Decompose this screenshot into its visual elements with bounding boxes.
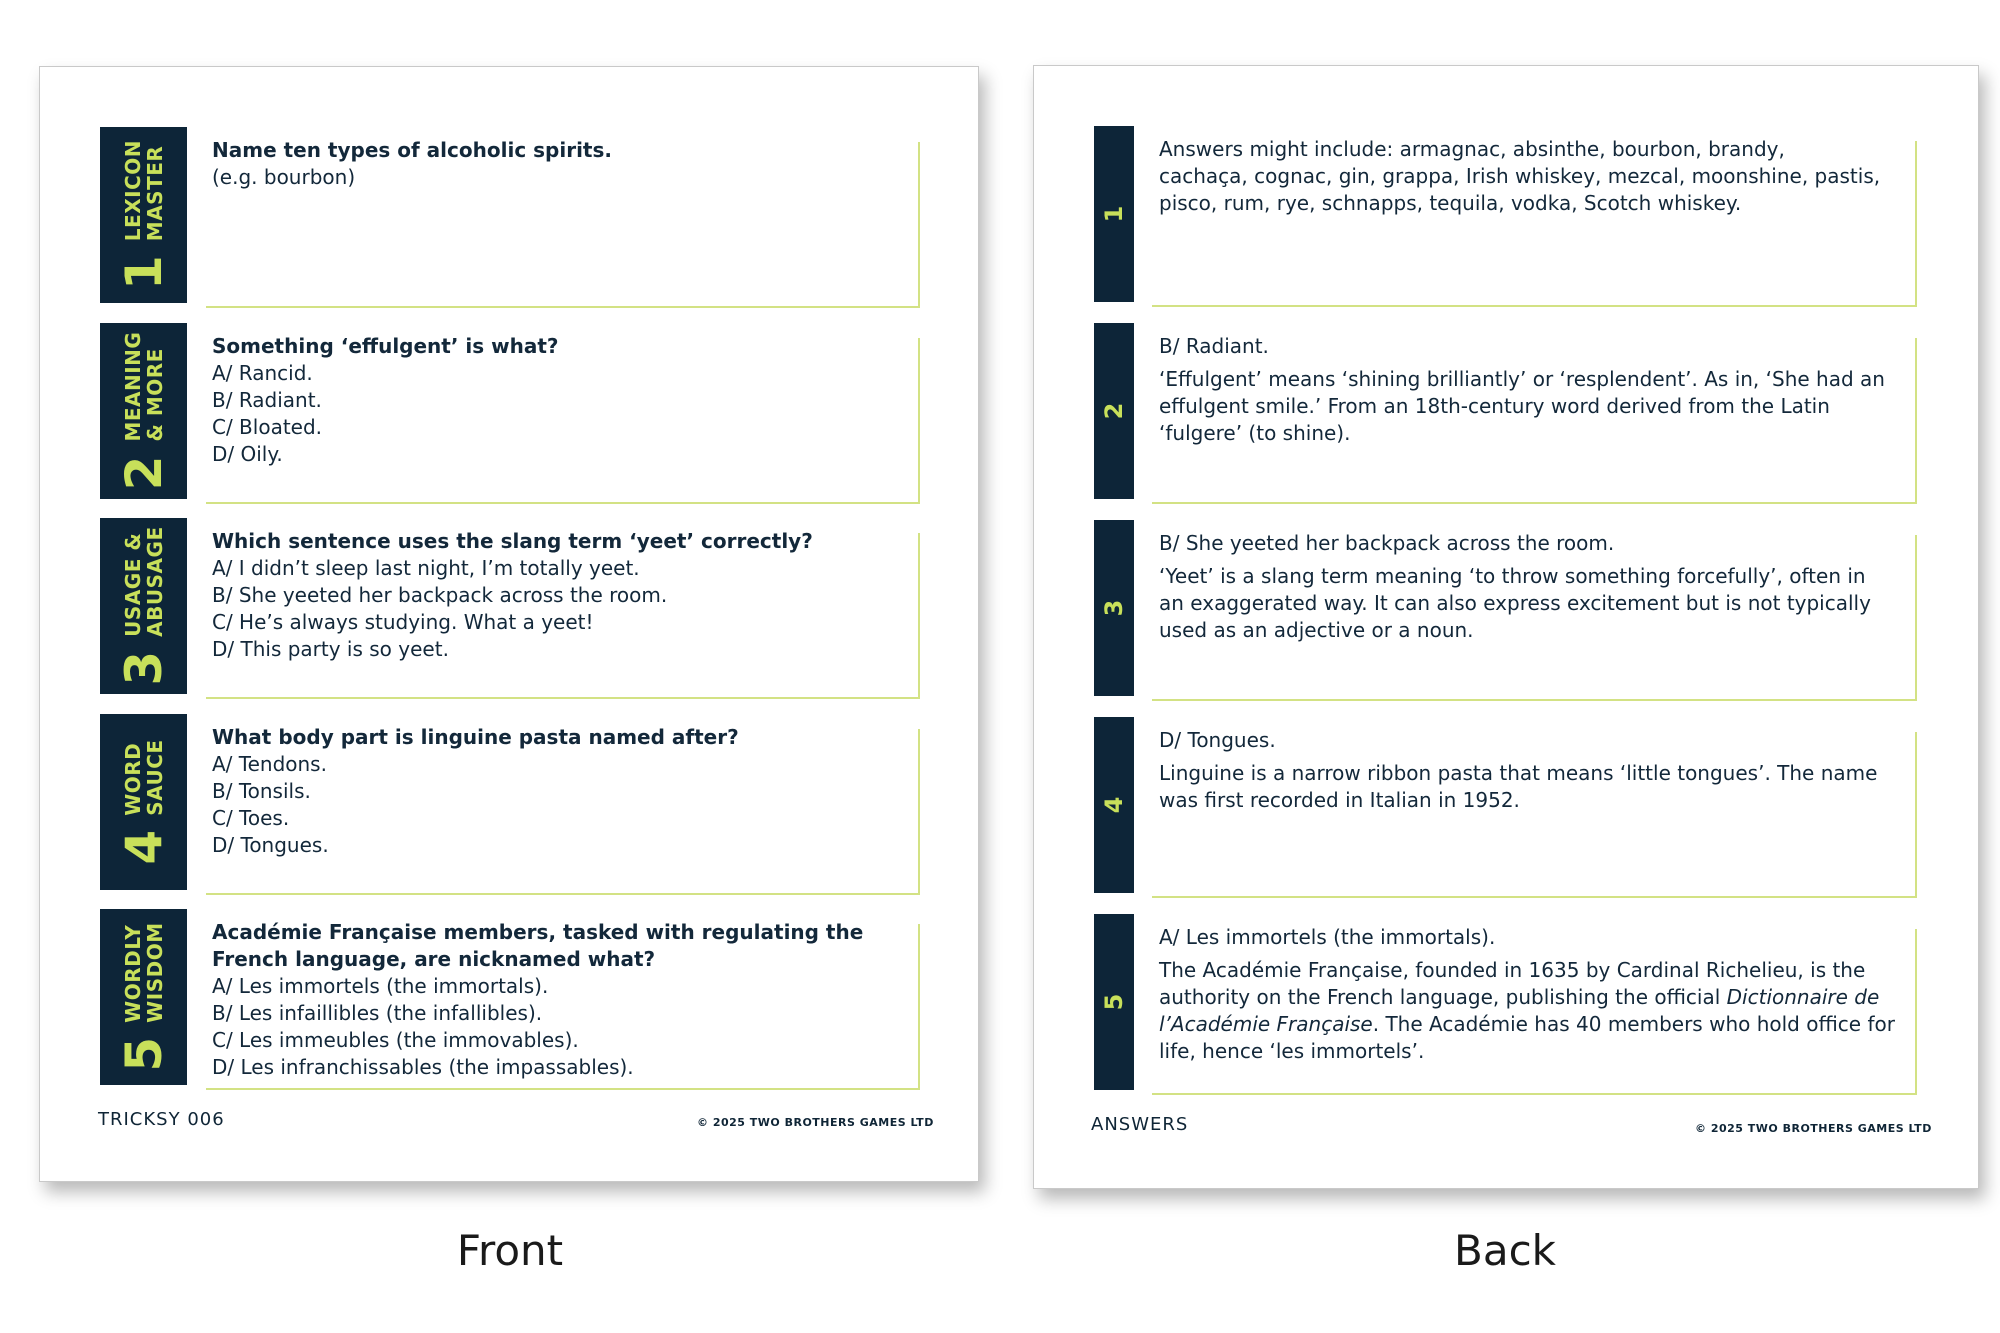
option-c: C/ Toes. — [212, 806, 290, 830]
answer-line: cachaça, cognac, gin, grappa, Irish whiskey, mezcal, moonshine, pastis, — [1159, 164, 1881, 188]
category-title-line: & MORE — [142, 348, 167, 442]
option-a: A/ Tendons. — [212, 752, 327, 776]
explanation-line: ‘fulgere’ (to shine). — [1159, 421, 1351, 445]
card-id-label: TRICKSY 006 — [98, 1109, 225, 1130]
answer-line: pisco, rum, rye, schnapps, tequila, vodka, Scotch whiskey. — [1159, 191, 1742, 215]
answer-number: 3 — [1100, 599, 1128, 617]
answer-number-tab — [1094, 717, 1134, 893]
book-title-text: Dictionnaire de — [1726, 985, 1880, 1009]
option-b: B/ Les infaillibles (the infallibles). — [212, 1001, 543, 1025]
question-text: Something ‘effulgent’ is what? — [212, 334, 559, 358]
explanation-line: ‘Effulgent’ means ‘shining brilliantly’ or ‘resplendent’. As in, ‘She had an — [1159, 367, 1885, 391]
explanation-line: The Académie Française, founded in 1635 by Cardinal Richelieu, is the — [1159, 958, 1866, 982]
answer-number-tab — [1094, 520, 1134, 696]
explanation-line: Linguine is a narrow ribbon pasta that means ‘little tongues’. The name — [1159, 761, 1878, 785]
card-back — [1033, 65, 1979, 1189]
category-title-line: USAGE & — [120, 532, 145, 637]
question-content — [212, 724, 912, 859]
explanation-line: was first recorded in Italian in 1952. — [1159, 788, 1520, 812]
answer-number: 5 — [1100, 993, 1128, 1011]
category-title-line: MEANING — [120, 331, 145, 442]
question-text: Which sentence uses the slang term ‘yeet’ correctly? — [212, 529, 813, 553]
category-title-line: SAUCE — [142, 739, 167, 816]
answer-content — [1159, 333, 1909, 447]
answer-line: Answers might include: armagnac, absinthe, bourbon, brandy, — [1159, 137, 1785, 161]
caption-front: Front — [456, 1226, 564, 1275]
category-title-line: MASTER — [142, 145, 167, 242]
category-title-line: ABUSAGE — [142, 526, 167, 637]
explanation-line: effulgent smile.’ From an 18th-century word derived from the Latin — [1159, 394, 1830, 418]
explanation-line: ‘Yeet’ is a slang term meaning ‘to throw something forcefully’, often in — [1159, 564, 1866, 588]
back-row-5 — [1034, 914, 1978, 1090]
card-front — [39, 66, 979, 1182]
option-b: B/ She yeeted her backpack across the room. — [212, 583, 668, 607]
option-d: D/ Tongues. — [212, 833, 329, 857]
back-row-1 — [1034, 126, 1978, 302]
explanation — [1159, 957, 1909, 1065]
back-row-3 — [1034, 520, 1978, 696]
option-a: A/ Rancid. — [212, 361, 313, 385]
answer-number-tab — [1094, 914, 1134, 1090]
category-number: 1 — [114, 255, 173, 290]
category-number: 5 — [114, 1036, 173, 1072]
option-b: B/ Radiant. — [212, 388, 322, 412]
front-row-4 — [40, 714, 978, 890]
front-row-2 — [40, 323, 978, 499]
option-d: D/ Les infranchissables (the impassables). — [212, 1055, 634, 1079]
category-tab — [100, 909, 187, 1085]
explanation-line — [1159, 1011, 1909, 1038]
caption-back: Back — [1454, 1226, 1556, 1275]
option-c: C/ Bloated. — [212, 415, 323, 439]
explanation — [1159, 760, 1909, 814]
category-tab — [100, 714, 187, 890]
front-row-3 — [40, 518, 978, 694]
answer-choice: B/ Radiant. — [1159, 334, 1269, 358]
answer-choice: B/ She yeeted her backpack across the room. — [1159, 531, 1615, 555]
category-number: 2 — [114, 455, 173, 491]
question-content — [212, 528, 912, 663]
category-title-line: WORDLY — [120, 924, 145, 1023]
copyright-label: © 2025 TWO BROTHERS GAMES LTD — [1695, 1122, 1932, 1135]
explanation — [1159, 366, 1909, 447]
answer-number: 2 — [1100, 402, 1128, 420]
question-text-line: Académie Française members, tasked with regulating the — [212, 920, 864, 944]
question-content — [212, 919, 912, 1081]
answer-content — [1159, 136, 1909, 217]
category-number: 3 — [114, 650, 173, 686]
category-tab — [100, 518, 187, 694]
answer-number: 1 — [1100, 205, 1128, 223]
category-title-line: WORD — [120, 742, 145, 816]
option-b: B/ Tonsils. — [212, 779, 311, 803]
back-row-4 — [1034, 717, 1978, 893]
answer-number: 4 — [1100, 796, 1128, 814]
option-a: A/ Les immortels (the immortals). — [212, 974, 549, 998]
question-content — [212, 333, 912, 468]
category-number: 4 — [114, 829, 173, 865]
option-a: A/ I didn’t sleep last night, I’m totally yeet. — [212, 556, 640, 580]
option-c: C/ Les immeubles (the immovables). — [212, 1028, 579, 1052]
option-c: C/ He’s always studying. What a yeet! — [212, 610, 594, 634]
category-title-line: LEXICON — [120, 140, 145, 242]
answer-choice: D/ Tongues. — [1159, 728, 1276, 752]
front-row-1 — [40, 127, 978, 303]
front-row-5 — [40, 909, 978, 1085]
answer-content — [1159, 727, 1909, 814]
explanation-text: . The Académie has 40 members who hold office for — [1372, 1012, 1895, 1036]
explanation — [1159, 563, 1909, 644]
category-tab — [100, 127, 187, 303]
option-d: D/ Oily. — [212, 442, 283, 466]
explanation-text: authority on the French language, publishing the official — [1159, 985, 1727, 1009]
answer-content — [1159, 530, 1909, 644]
back-row-2 — [1034, 323, 1978, 499]
explanation-line: used as an adjective or a noun. — [1159, 618, 1474, 642]
explanation-line: an exaggerated way. It can also express excitement but is not typically — [1159, 591, 1871, 615]
answers-label: ANSWERS — [1091, 1114, 1189, 1135]
question-content — [212, 137, 912, 191]
copyright-label: © 2025 TWO BROTHERS GAMES LTD — [697, 1116, 934, 1129]
explanation-line — [1159, 984, 1909, 1011]
question-text-line: French language, are nicknamed what? — [212, 947, 656, 971]
explanation-line: life, hence ‘les immortels’. — [1159, 1039, 1425, 1063]
answer-number-tab — [1094, 323, 1134, 499]
category-tab — [100, 323, 187, 499]
answer-choice: A/ Les immortels (the immortals). — [1159, 925, 1496, 949]
book-title-text: l’Académie Française — [1159, 1012, 1373, 1036]
question-text: What body part is linguine pasta named after? — [212, 725, 739, 749]
question-text: Name ten types of alcoholic spirits. — [212, 138, 612, 162]
category-title-line: WISDOM — [142, 922, 167, 1023]
option-d: D/ This party is so yeet. — [212, 637, 449, 661]
answer-content — [1159, 924, 1909, 1065]
answer-number-tab — [1094, 126, 1134, 302]
question-line: (e.g. bourbon) — [212, 165, 356, 189]
